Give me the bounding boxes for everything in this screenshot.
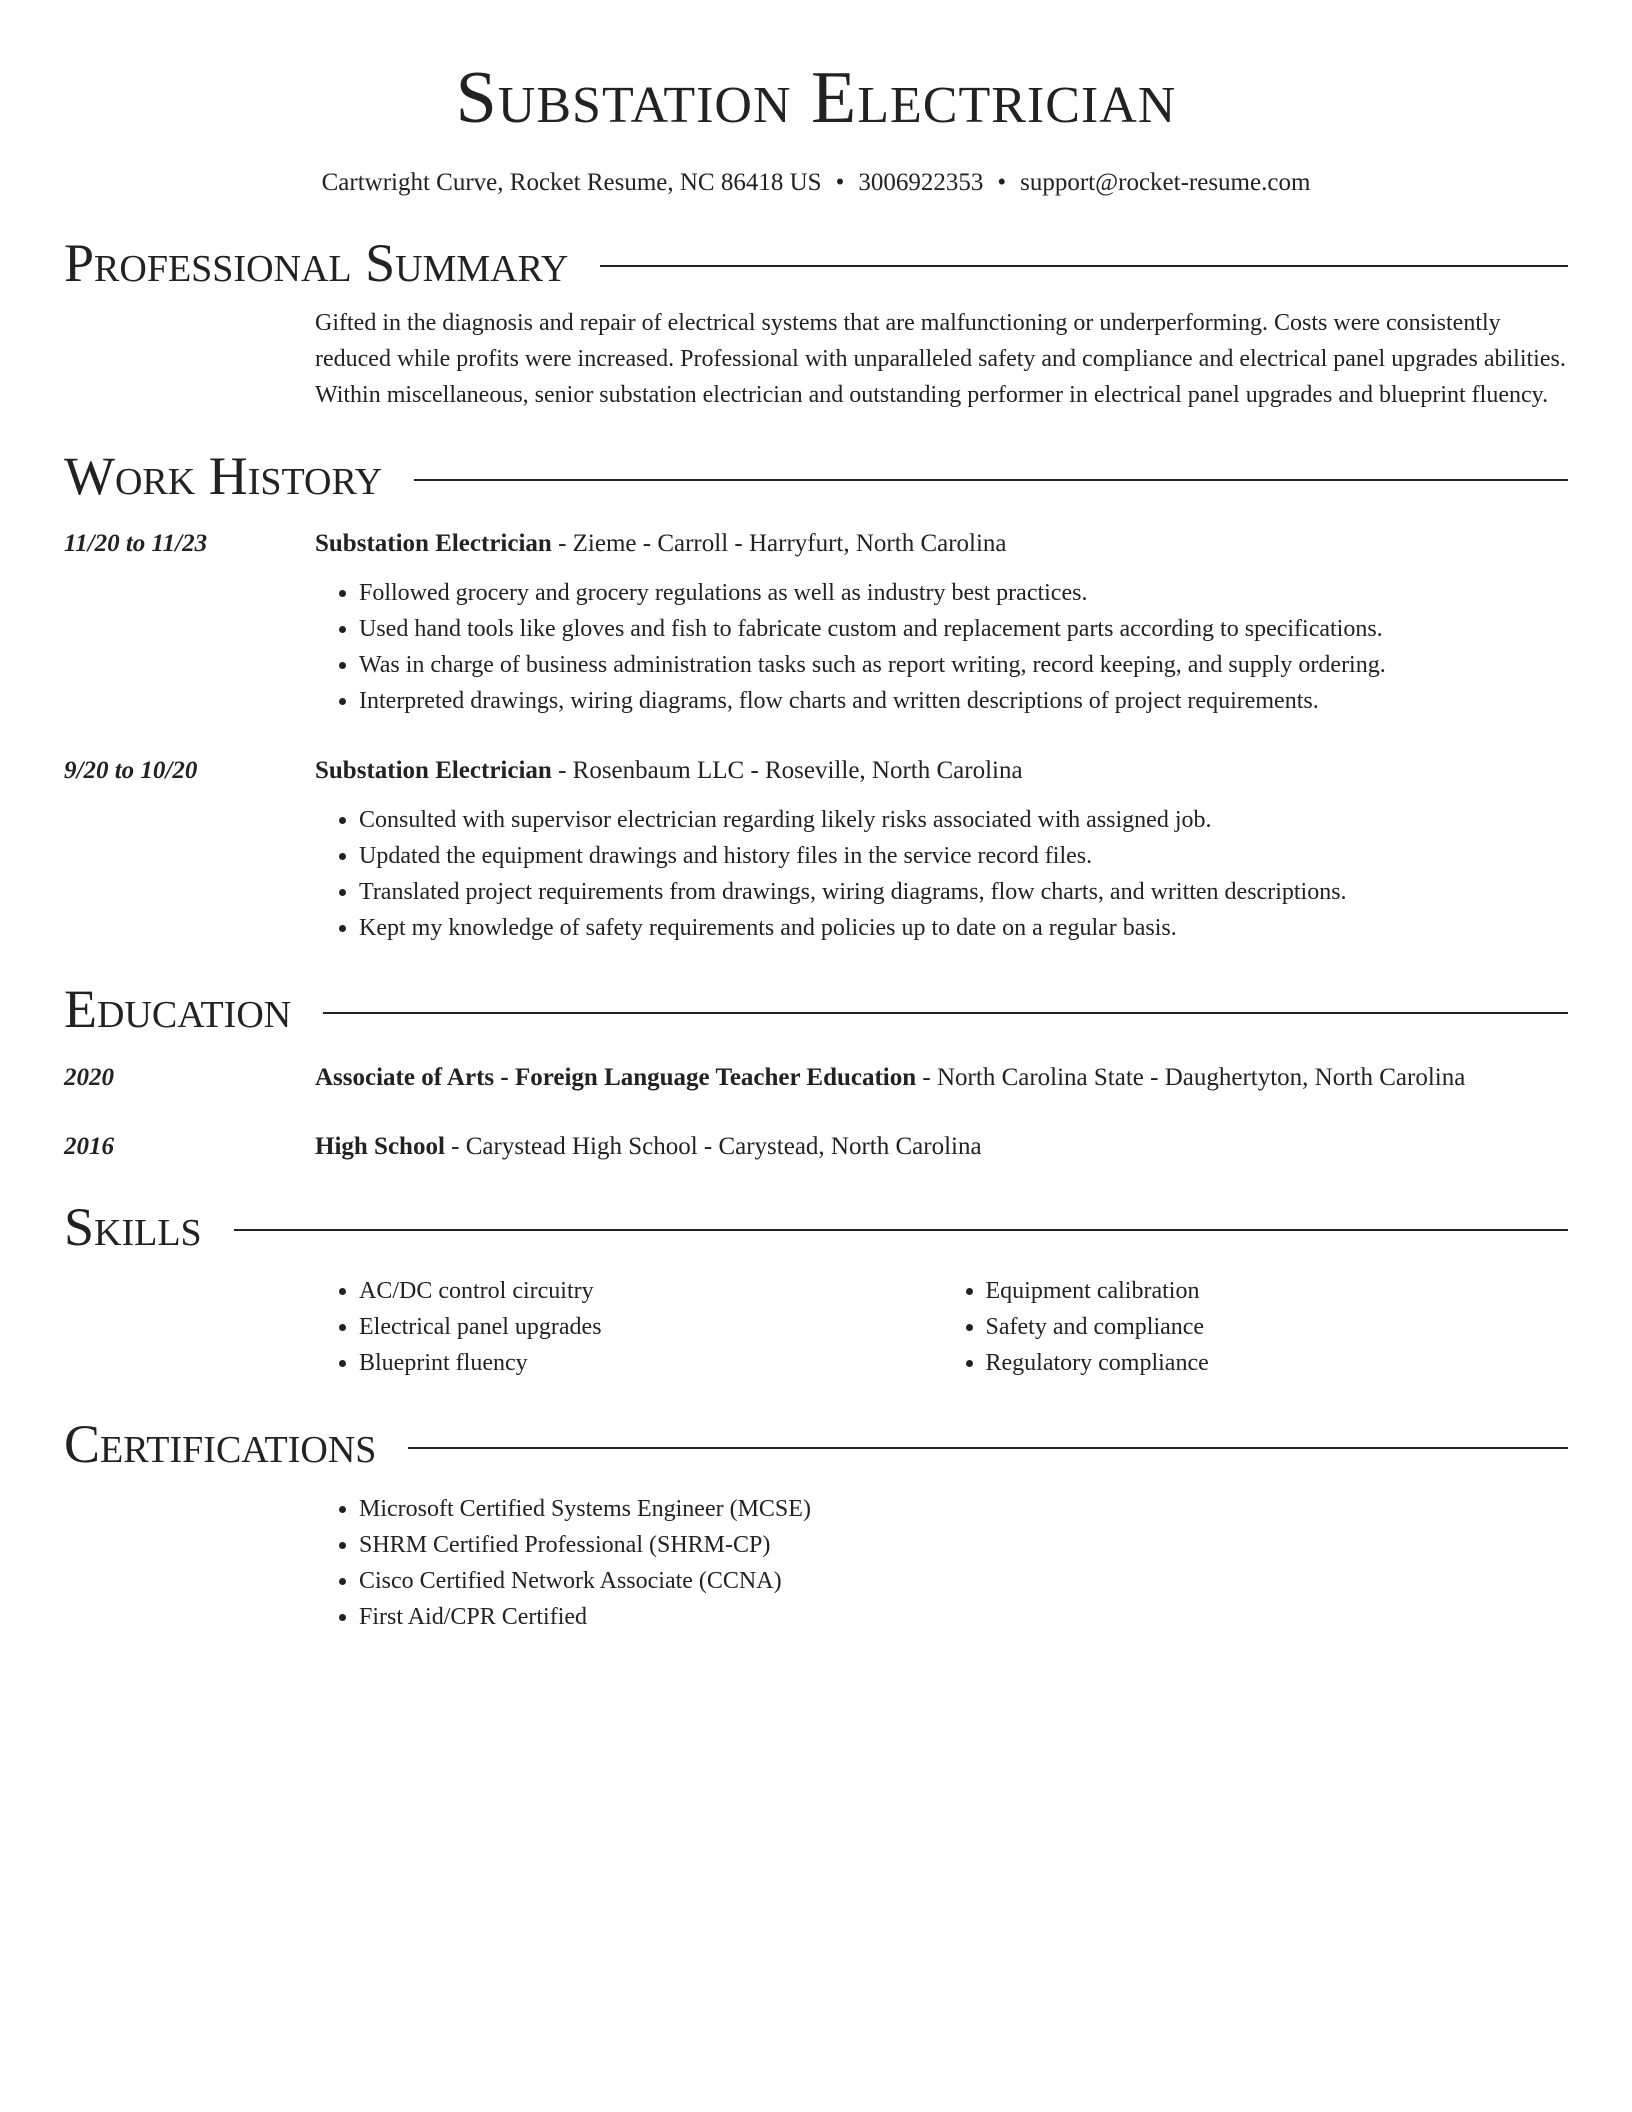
skills-list-right: [942, 1273, 1569, 1381]
skills-section-title: Skills: [64, 1196, 202, 1257]
education-section-header: [64, 980, 1568, 1039]
summary-row: [64, 305, 1568, 413]
education-entry-details: - North Carolina State - Daughertyton, North Carolina: [916, 1063, 1466, 1091]
contact-email: support@rocket-resume.com: [1020, 169, 1311, 197]
work-entry-bullets: [315, 575, 1568, 719]
list-item: • AC/DC control circuitry: [359, 1273, 942, 1309]
skills-row: [64, 1257, 1568, 1381]
list-item: • Microsoft Certified Systems Engineer (MCSE): [359, 1491, 1568, 1527]
work-section-title: Work History: [64, 445, 383, 506]
certifications-body: [315, 1475, 1568, 1635]
contact-separator: •: [835, 169, 845, 197]
certifications-row: [64, 1475, 1568, 1635]
list-item: • Regulatory compliance: [986, 1345, 1569, 1381]
list-item: • Translated project requirements from drawings, wiring diagrams, flow charts, and written descriptions.: [359, 874, 1568, 910]
list-item: • SHRM Certified Professional (SHRM-CP): [359, 1527, 1568, 1563]
skills-grid: [315, 1273, 1568, 1381]
certifications-section-title: Certifications: [64, 1414, 377, 1475]
list-item: • Safety and compliance: [986, 1309, 1569, 1345]
work-entry-title: [315, 526, 1568, 561]
contact-separator: •: [997, 169, 1007, 197]
work-entry: [64, 526, 1568, 719]
education-section-title: Education: [64, 979, 292, 1040]
summary-text: Gifted in the diagnosis and repair of electrical systems that are malfunctioning or underperforming. Costs were consistently reduced while profits were increased. Professional with unparalleled safety and compliance and electrical panel upgrades abilities. Within miscellaneous, senior substation electrician and outstanding performer in electrical panel upgrades and blueprint fluency.: [315, 309, 1566, 408]
resume-name: Substation Electrician: [455, 57, 1177, 139]
summary-section-header: [64, 234, 1568, 293]
work-entry: [64, 753, 1568, 946]
skills-list-left: [315, 1273, 942, 1381]
work-entry-dates: 11/20 to 11/23: [64, 530, 208, 558]
list-item: • Kept my knowledge of safety requirements and policies up to date on a regular basis.: [359, 910, 1568, 946]
list-item: • Equipment calibration: [986, 1273, 1569, 1309]
section-divider: [414, 479, 1568, 481]
work-entry-body: [315, 753, 1568, 946]
work-section-header: [64, 447, 1568, 506]
work-entry-body: [315, 526, 1568, 719]
contact-address: Cartwright Curve, Rocket Resume, NC 86418 US: [321, 169, 822, 197]
list-item: • First Aid/CPR Certified: [359, 1599, 1568, 1635]
section-divider: [600, 265, 1568, 267]
education-entry-details: - Carystead High School - Carystead, North Carolina: [444, 1132, 982, 1160]
education-entry-year: 2016: [64, 1132, 114, 1160]
work-entry-title: [315, 753, 1568, 788]
education-entry-title: [315, 1060, 1568, 1095]
work-entry-dates: 9/20 to 10/20: [64, 757, 198, 785]
education-entry-degree: High School: [315, 1132, 445, 1160]
education-entry-year: 2020: [64, 1063, 114, 1091]
education-entry: [64, 1129, 1568, 1164]
certifications-left-spacer: [64, 1475, 315, 1635]
list-item: • Interpreted drawings, wiring diagrams, flow charts and written descriptions of project requirements.: [359, 683, 1568, 719]
section-divider: [323, 1012, 1568, 1014]
section-divider: [408, 1447, 1568, 1449]
list-item: • Cisco Certified Network Associate (CCNA): [359, 1563, 1568, 1599]
work-entry-role: Substation Electrician: [315, 530, 552, 558]
list-item: • Updated the equipment drawings and history files in the service record files.: [359, 838, 1568, 874]
skills-section-header: [64, 1198, 1568, 1257]
certifications-list: [315, 1491, 1568, 1635]
work-entry-bullets: [315, 802, 1568, 946]
list-item: • Blueprint fluency: [359, 1345, 942, 1381]
certifications-section-header: [64, 1415, 1568, 1474]
work-entry-details: - Zieme - Carroll - Harryfurt, North Carolina: [551, 530, 1007, 558]
education-entry-title: [315, 1129, 1568, 1164]
work-entry-role: Substation Electrician: [315, 757, 552, 785]
section-divider: [234, 1229, 1568, 1231]
list-item: • Followed grocery and grocery regulations as well as industry best practices.: [359, 575, 1568, 611]
summary-section-title: Professional Summary: [64, 232, 569, 293]
education-entry: [64, 1060, 1568, 1095]
list-item: • Was in charge of business administration tasks such as report writing, record keeping, and supply ordering.: [359, 647, 1568, 683]
skills-body: [315, 1257, 1568, 1381]
list-item: • Used hand tools like gloves and fish to fabricate custom and replacement parts according to specifications.: [359, 611, 1568, 647]
summary-left-spacer: [64, 305, 315, 413]
education-entry-degree: Associate of Arts - Foreign Language Teacher Education: [315, 1063, 917, 1091]
contact-phone: 3006922353: [858, 169, 984, 197]
list-item: • Consulted with supervisor electrician regarding likely risks associated with assigned job.: [359, 802, 1568, 838]
list-item: • Electrical panel upgrades: [359, 1309, 942, 1345]
skills-left-spacer: [64, 1257, 315, 1381]
contact-line: [64, 167, 1568, 200]
work-entry-details: - Rosenbaum LLC - Roseville, North Carolina: [551, 757, 1023, 785]
